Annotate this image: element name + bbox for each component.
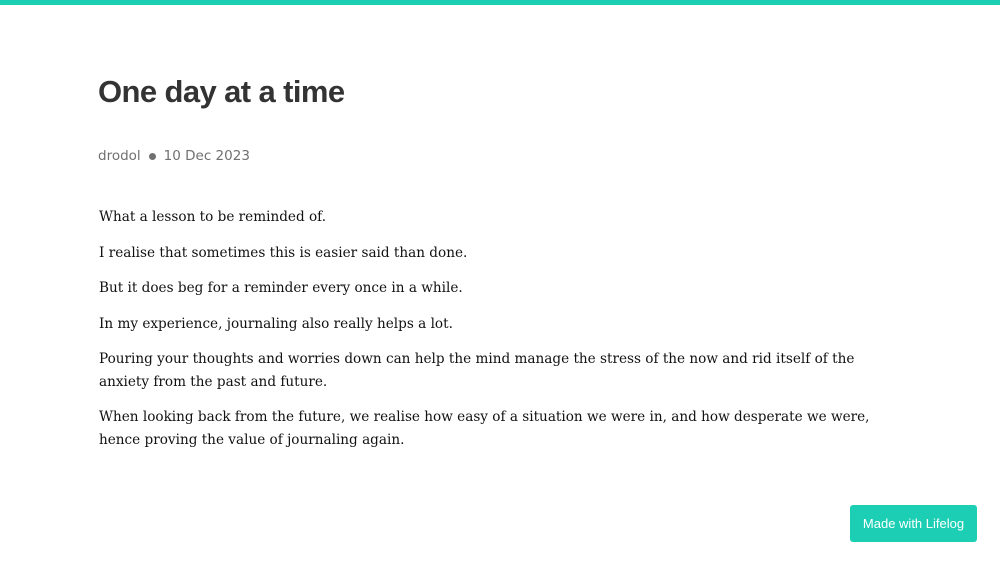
meta-separator-dot [149,153,156,160]
made-with-lifelog-button[interactable]: Made with Lifelog [850,505,977,542]
post-date: 10 Dec 2023 [163,148,250,164]
post-paragraph: Pouring your thoughts and worries down can help the mind manage the stress of the now and rid itself of the anxiety from the past and future. [99,351,855,390]
post-title: One day at a time [98,74,345,109]
post-meta [98,148,250,164]
post-paragraph: In my experience, journaling also really helps a lot. [99,315,453,332]
post-paragraph: I realise that sometimes this is easier said than done. [99,244,468,261]
post-author[interactable]: drodol [98,148,141,164]
post-body [99,206,899,464]
post-paragraph: But it does beg for a reminder every once in a while. [99,280,463,296]
post-paragraph: What a lesson to be reminded of. [99,209,327,225]
top-accent-bar [0,0,1000,5]
post-paragraph: When looking back from the future, we realise how easy of a situation we were in, and how desperate we were, hence proving the value of journaling again. [99,409,870,448]
